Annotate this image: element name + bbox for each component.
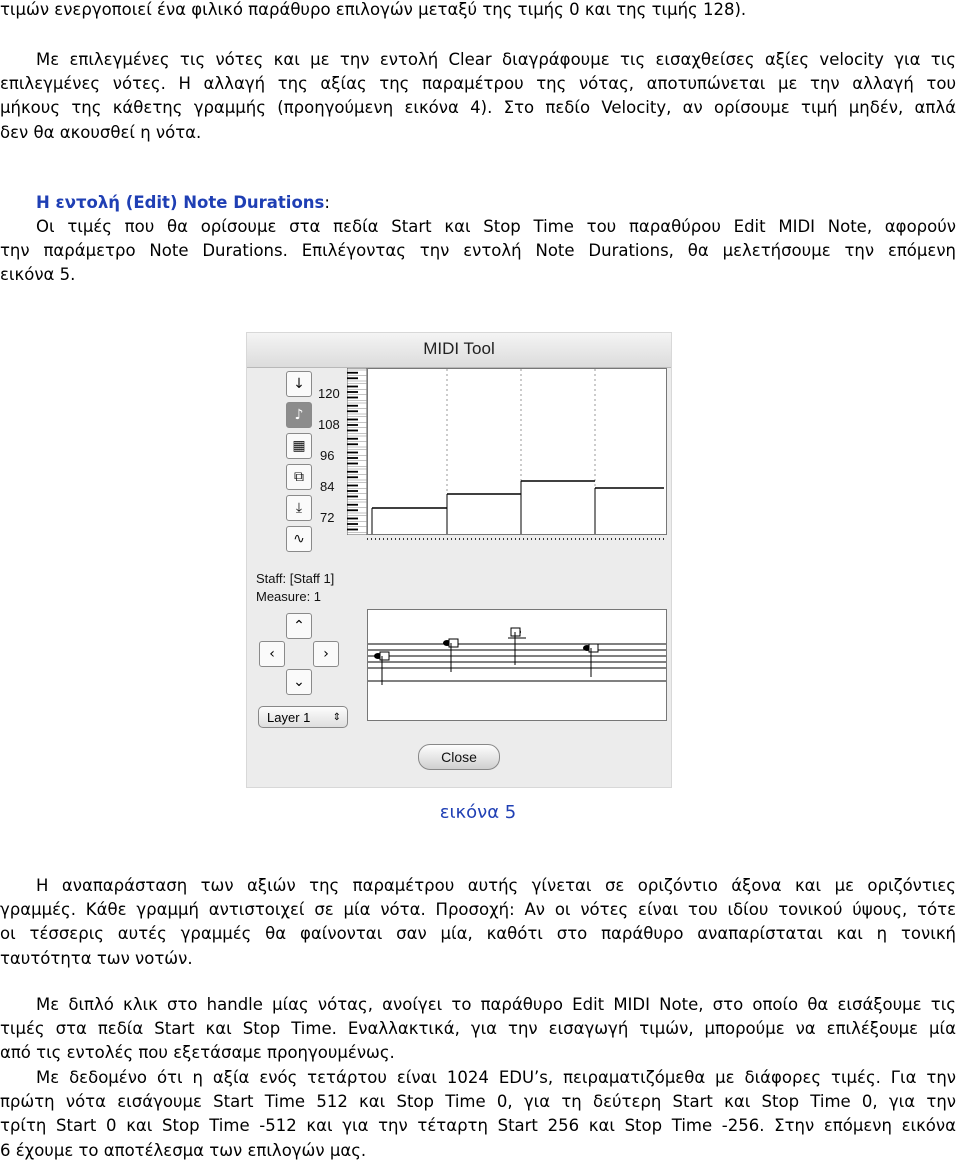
- heading-colon: :: [324, 193, 330, 212]
- note-handle[interactable]: [589, 644, 598, 652]
- window-title: MIDI Tool: [247, 333, 671, 368]
- text-line: τρίτη Start 0 και Stop Time -512 και για την τέταρτη Start 256 και Stop Time -256. Στην επόμενη εικόνα: [0, 1116, 956, 1136]
- text-line: δεν θα ακουσθεί η νότα.: [0, 122, 202, 142]
- text-line: 6 έχουμε το αποτέλεσμα των επιλογών μας.: [0, 1140, 367, 1160]
- piano-keyboard: [347, 368, 367, 535]
- intro-line: [0, 0, 956, 22]
- text-line: Οι τιμές που θα ορίσουμε στα πεδία Start και Stop Time του παραθύρου Edit MIDI Note, αφορούν: [36, 217, 956, 236]
- staff-lines: [368, 610, 666, 720]
- pitch-label: 84: [320, 479, 335, 494]
- staff-view[interactable]: [367, 609, 667, 721]
- text-line: τιμών ενεργοποιεί ένα φιλικό παράθυρο επιλογών μεταξύ της τιμής 0 και της τιμής 128).: [0, 0, 747, 19]
- close-button[interactable]: Close: [418, 744, 500, 770]
- chevron-right-icon[interactable]: ›: [313, 641, 339, 667]
- note-handle[interactable]: [449, 639, 458, 647]
- text-line: επιλεγμένες νότες. Η αλλαγή της αξίας της παραμέτρου της νότας, αποτυπώνεται με την αλλαγή του: [0, 74, 956, 93]
- wave-icon[interactable]: ∿: [286, 526, 312, 552]
- section-heading: Η εντολή (Edit) Note Durations: [36, 193, 325, 212]
- text-line: εικόνα 5.: [0, 265, 76, 285]
- note-handle[interactable]: [380, 652, 389, 660]
- text-line: από τις εντολές που εξετάσαμε προηγουμένως.: [0, 1043, 395, 1063]
- measure-label: Measure: 1: [256, 589, 322, 604]
- text-line: τιμές στα πεδία Start και Stop Time. Εναλλακτικά, για την εισαγωγή τιμών, μπορούμε να επιλέξουμε μία: [0, 1019, 956, 1038]
- text-line: γραμμές. Κάθε γραμμή αντιστοιχεί σε μία νότα. Προσοχή: Αν οι νότες είναι του ιδίου τονικού ύψους, τότε: [0, 900, 956, 919]
- pitch-label: 72: [320, 510, 335, 525]
- copy-icon[interactable]: ⧉: [286, 464, 312, 490]
- text-line: Η αναπαράσταση των αξιών της παραμέτρου αυτής γίνεται σε οριζόντιο άξονα και με οριζόντιες: [36, 876, 956, 895]
- text-line: μήκους της κάθετης γραμμής (προηγούμενη εικόνα 4). Στο πεδίο Velocity, αν ορίσουμε τιμή μηδέν, απλά: [0, 98, 956, 118]
- figure-caption: εικόνα 5: [439, 802, 517, 823]
- layer-select[interactable]: [258, 706, 348, 728]
- chevron-down-icon[interactable]: ⌄: [286, 669, 312, 695]
- paragraph-edu: [36, 1066, 956, 1090]
- duration-lines: [368, 369, 666, 534]
- staff-label: Staff: [Staff 1]: [256, 571, 335, 586]
- paragraph-handle-cont: [0, 1017, 956, 1066]
- arrow-bar-down-icon[interactable]: ⤓: [286, 495, 312, 521]
- text-line: Με δεδομένο ότι η αξία ενός τετάρτου είναι 1024 EDU’s, πειραματιζόμεθα με διάφορες τιμές. Για την: [36, 1068, 956, 1087]
- paragraph-handle: [36, 993, 956, 1017]
- paragraph-clear-cont: [0, 72, 956, 145]
- paragraph-edu-cont: [0, 1090, 956, 1163]
- text-line: οι τέσσερις αυτές γραμμές θα φαίνονται σαν μία, καθότι στο παράθυρο αναπαρίσταται και η τονική: [0, 924, 956, 944]
- pitch-label: 108: [318, 417, 340, 432]
- updown-icon: ⇕: [332, 712, 341, 723]
- pitch-label: 96: [320, 448, 335, 463]
- text-line: την παράμετρο Note Durations. Επιλέγοντας την εντολή Note Durations, θα μελετήσουμε την επόμενη: [0, 241, 956, 260]
- paragraph-durations-cont: [0, 239, 956, 288]
- paragraph-clear: [36, 48, 956, 72]
- text-line: Με επιλεγμένες τις νότες και με την εντολή Clear διαγράφουμε τις εισαχθείσες αξίες velocity για τις: [36, 50, 956, 69]
- paragraph-representation-cont: [0, 898, 956, 971]
- chevron-left-icon[interactable]: ‹: [259, 641, 285, 667]
- text-line: Με διπλό κλικ στο handle μίας νότας, ανοίγει το παράθυρο Edit MIDI Note, στο οποίο θα εισάξουμε τις: [36, 995, 956, 1014]
- text-line: ταυτότητα των νοτών.: [0, 948, 193, 968]
- paragraph-representation: [36, 874, 956, 898]
- paragraph-durations: [36, 215, 956, 239]
- duration-graph[interactable]: [367, 368, 667, 535]
- timeline-ruler: [367, 535, 667, 547]
- arrow-down-icon[interactable]: ↓: [286, 371, 312, 397]
- section-heading-row: [36, 191, 330, 215]
- grid-note-icon[interactable]: ▦: [286, 433, 312, 459]
- text-line: πρώτη νότα εισάγουμε Start Time 512 και Stop Time 0, για τη δεύτερη Start και Stop Time 0, για την: [0, 1092, 956, 1111]
- pitch-label: 120: [318, 386, 340, 401]
- note-icon[interactable]: ♪: [286, 402, 312, 428]
- layer-label: Layer 1: [267, 710, 311, 725]
- chevron-up-icon[interactable]: ⌃: [286, 613, 312, 639]
